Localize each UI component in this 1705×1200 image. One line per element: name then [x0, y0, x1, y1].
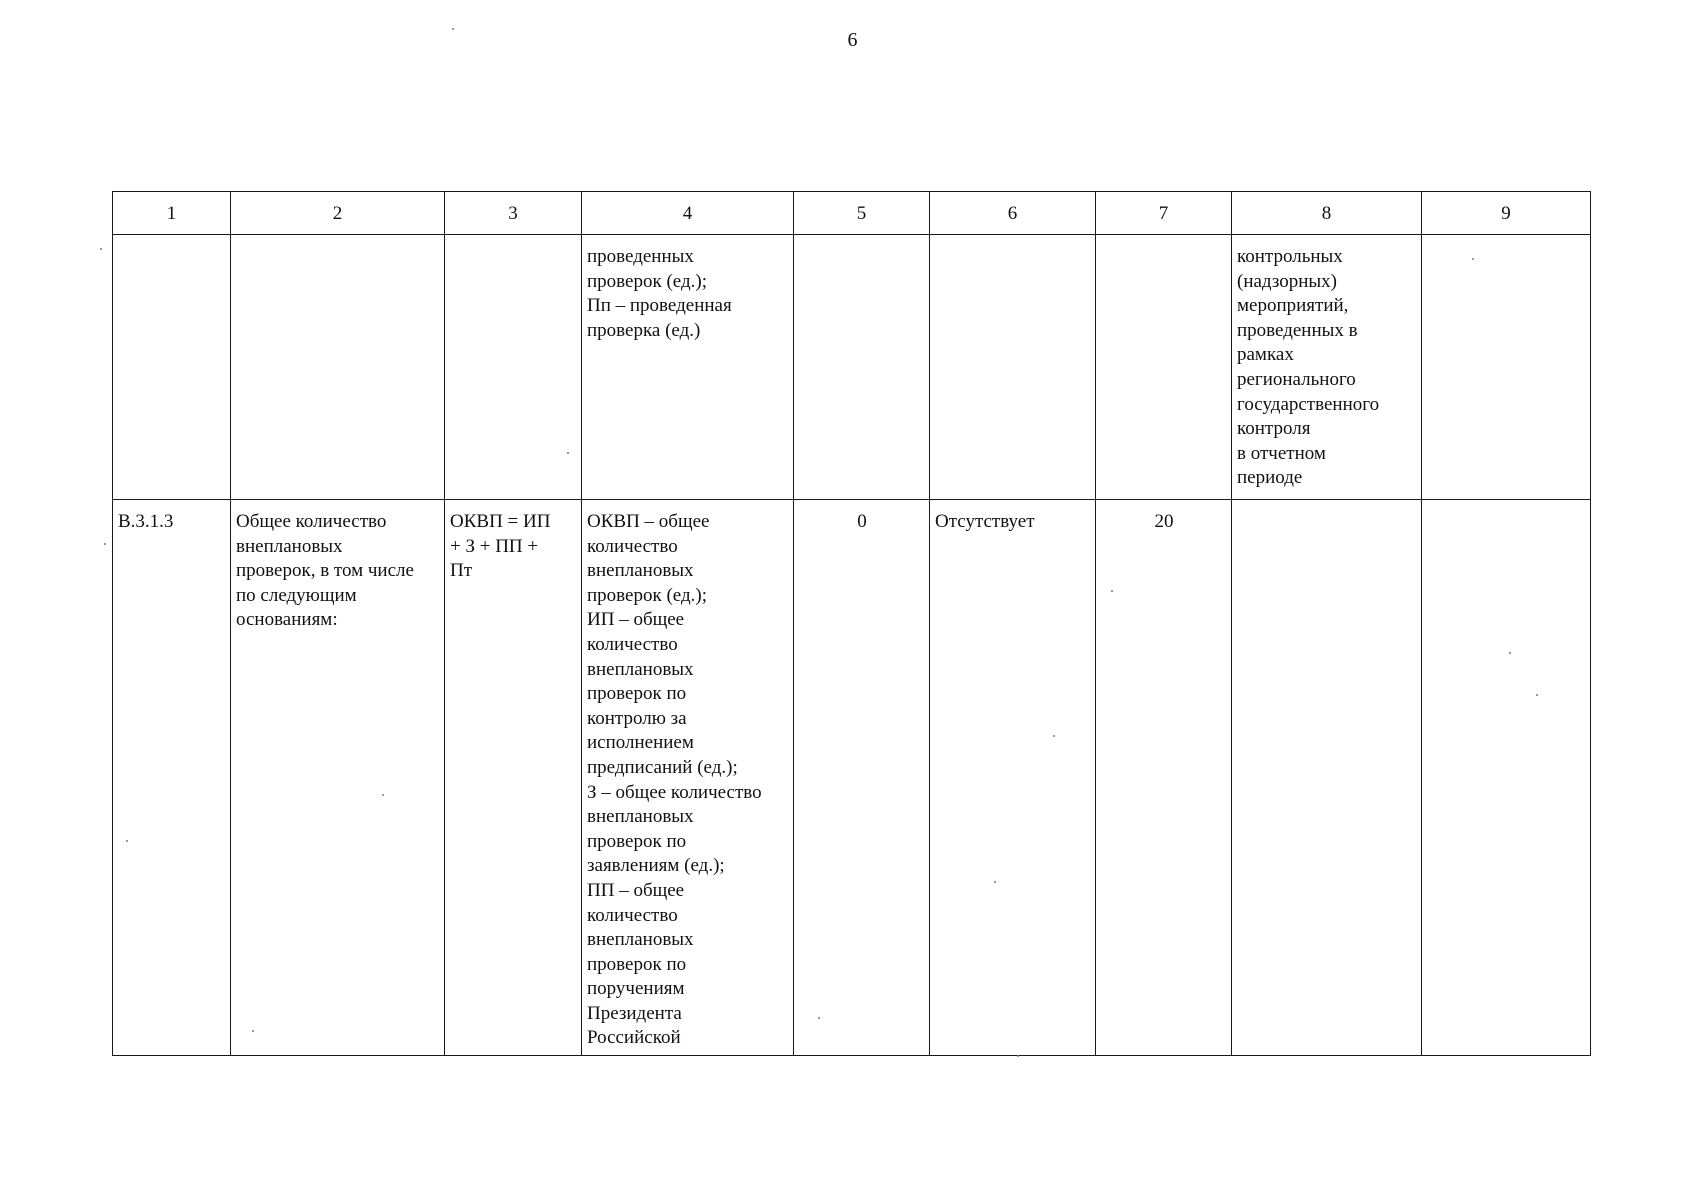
text-line: поручениям	[587, 978, 685, 1000]
empty-cell	[1232, 500, 1422, 1056]
text-line: проверок (ед.);	[587, 270, 707, 292]
header-cell: 4	[582, 192, 794, 235]
scan-speck	[100, 248, 102, 250]
scan-speck	[1111, 590, 1113, 592]
empty-cell	[794, 235, 930, 500]
text-line: Президента	[587, 1002, 682, 1024]
scan-speck	[1053, 735, 1055, 737]
header-cell: 8	[1232, 192, 1422, 235]
header-cell: 7	[1096, 192, 1232, 235]
text-line: периоде	[1237, 467, 1303, 489]
empty-cell	[113, 235, 231, 500]
text-line: проверок по	[587, 683, 687, 705]
table-row	[113, 500, 1591, 1056]
text-line: (надзорных)	[1237, 270, 1337, 292]
status-cell: Отсутствует	[930, 500, 1096, 1056]
scan-speck	[126, 840, 128, 842]
text-line: проверок по	[587, 830, 687, 852]
table-header-row	[113, 192, 1591, 235]
description-cell	[582, 500, 794, 1056]
empty-cell	[231, 235, 445, 500]
header-cell: 5	[794, 192, 930, 235]
text-line: заявлениям (ед.);	[587, 855, 725, 877]
text-line: проведенных	[587, 246, 694, 267]
text-line: проверок по	[587, 953, 687, 975]
text-line: Общее количество	[236, 511, 387, 532]
text-line: количество	[587, 535, 678, 557]
text-line: внеплановых	[587, 560, 694, 582]
empty-cell	[445, 235, 582, 500]
empty-cell	[930, 235, 1096, 500]
scan-speck	[382, 794, 384, 796]
text-line: Российской	[587, 1027, 681, 1049]
base-value-cell: 0	[794, 500, 930, 1056]
formula-cell	[445, 500, 582, 1056]
text-line: ПП – общее	[587, 879, 685, 901]
indicator-name-cell	[231, 500, 445, 1056]
text-line: проверок, в том числе	[236, 560, 414, 582]
text-line: в отчетном	[1237, 442, 1326, 464]
source-cell	[1232, 235, 1422, 500]
text-line: внеплановых	[236, 535, 343, 557]
empty-cell	[1422, 235, 1591, 500]
empty-cell	[1422, 500, 1591, 1056]
header-cell: 1	[113, 192, 231, 235]
text-line: государственного	[1237, 393, 1380, 415]
text-line: + З + ПП +	[450, 535, 539, 557]
scan-speck	[1017, 1055, 1019, 1057]
text-line: контрольных	[1237, 246, 1343, 267]
header-cell: 9	[1422, 192, 1591, 235]
text-line: регионального	[1237, 368, 1356, 390]
text-line: внеплановых	[587, 929, 694, 951]
text-line: исполнением	[587, 732, 694, 754]
page-number: 6	[847, 29, 858, 51]
text-line: количество	[587, 904, 678, 926]
text-line: З – общее количество	[587, 781, 762, 803]
scan-speck	[104, 543, 106, 545]
text-line: мероприятий,	[1237, 295, 1349, 317]
scan-speck	[452, 28, 454, 30]
text-line: ОКВП = ИП	[450, 511, 551, 532]
text-line: проверка (ед.)	[587, 319, 701, 341]
indicator-code-cell: В.3.1.3	[113, 500, 231, 1056]
description-cell	[582, 235, 794, 500]
table-row	[113, 235, 1591, 500]
scan-speck	[1536, 694, 1538, 696]
scan-speck	[567, 452, 569, 454]
text-line: контроля	[1237, 418, 1311, 440]
scan-speck	[252, 1030, 254, 1032]
scan-speck	[1509, 652, 1511, 654]
header-cell: 3	[445, 192, 582, 235]
header-cell: 6	[930, 192, 1096, 235]
text-line: основаниям:	[236, 609, 338, 631]
scan-speck	[818, 1017, 820, 1019]
target-value-cell: 20	[1096, 500, 1232, 1056]
text-line: Пп – проведенная	[587, 295, 732, 317]
text-line: проведенных в	[1237, 319, 1358, 341]
scan-speck	[1472, 258, 1474, 260]
empty-cell	[1096, 235, 1232, 500]
text-line: Пт	[450, 560, 473, 582]
text-line: ИП – общее	[587, 609, 685, 631]
header-cell: 2	[231, 192, 445, 235]
text-line: предписаний (ед.);	[587, 756, 738, 778]
text-line: внеплановых	[587, 658, 694, 680]
text-line: внеплановых	[587, 806, 694, 828]
text-line: рамках	[1237, 344, 1294, 366]
text-line: проверок (ед.);	[587, 584, 707, 606]
text-line: контролю за	[587, 707, 687, 729]
scan-speck	[994, 881, 996, 883]
text-line: по следующим	[236, 584, 357, 606]
text-line: количество	[587, 633, 678, 655]
indicator-table	[112, 191, 1591, 1056]
text-line: ОКВП – общее	[587, 511, 710, 532]
